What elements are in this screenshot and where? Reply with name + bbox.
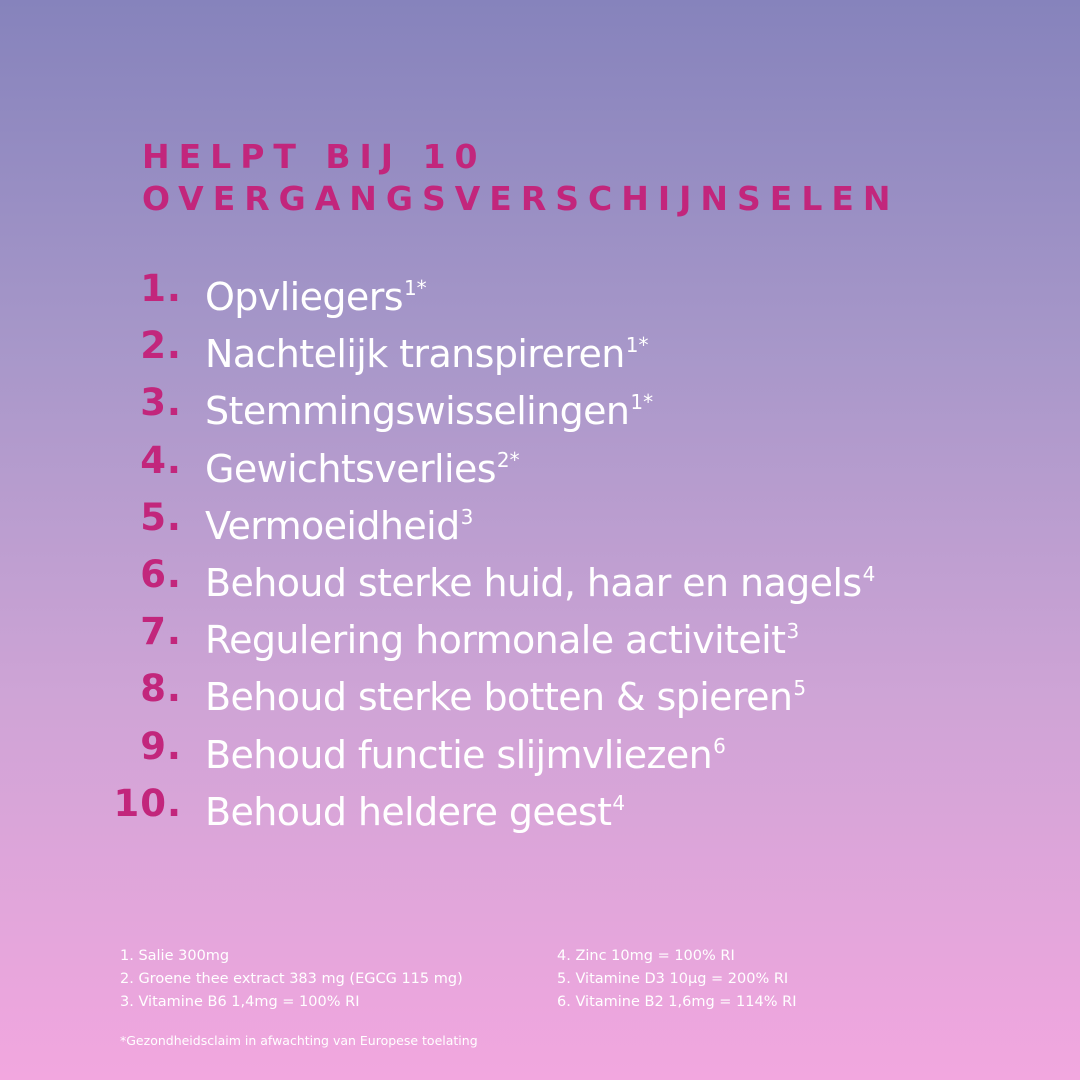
reference-line: 5. Vitamine D3 10µg = 200% RI xyxy=(557,971,789,987)
item-number: 6. xyxy=(140,552,182,596)
references-left xyxy=(120,945,463,1014)
reference-line: 6. Vitamine B2 1,6mg = 114% RI xyxy=(557,994,797,1010)
reference-line: 4. Zinc 10mg = 100% RI xyxy=(557,948,735,964)
item-label: Opvliegers$^{1*}$ xyxy=(205,275,427,319)
footnote-ref: 1* xyxy=(630,390,654,415)
heading xyxy=(142,136,900,220)
item-label: Behoud sterke botten & spieren$^5$ xyxy=(205,675,807,720)
list-item xyxy=(0,260,1080,317)
item-number: 3. xyxy=(140,381,182,425)
symptom-list xyxy=(0,260,1080,832)
footnote-ref: 4 xyxy=(862,561,876,586)
item-number: 8. xyxy=(140,667,182,711)
references-right xyxy=(557,945,796,1014)
item-number: 1. xyxy=(140,267,182,310)
footnote-ref: 6 xyxy=(713,733,726,758)
footnote-ref: 1* xyxy=(403,276,427,300)
list-item xyxy=(0,432,1080,489)
list-item xyxy=(0,775,1080,832)
item-label: Vermoeidheid$^3$ xyxy=(205,503,474,548)
list-item xyxy=(0,317,1080,377)
list-item xyxy=(0,374,1080,434)
footnote-ref: 1* xyxy=(625,333,649,358)
item-number: 2. xyxy=(140,324,182,368)
reference-line: 1. Salie 300mg xyxy=(120,948,230,964)
item-number: 10. xyxy=(113,781,182,825)
heading-line-1: HELPT BIJ 10 xyxy=(142,137,487,176)
reference-line: 3. Vitamine B6 1,4mg = 100% RI xyxy=(120,994,360,1010)
item-label: Behoud functie slijmvliezen$^6$ xyxy=(205,732,726,777)
list-item xyxy=(0,603,1080,663)
heading-line-2: OVERGANGSVERSCHIJNSELEN xyxy=(142,179,900,218)
disclaimer: *Gezondheidsclaim in afwachting van Europese toelating xyxy=(120,1033,478,1048)
reference-line: 2. Groene thee extract 383 mg (EGCG 115 mg) xyxy=(120,971,463,987)
item-label: Gewichtsverlies$^{2*}$ xyxy=(205,446,520,491)
list-item xyxy=(0,489,1080,546)
item-number: 4. xyxy=(140,438,182,482)
footnote-ref: 3 xyxy=(786,619,800,644)
item-label: Nachtelijk transpireren$^{1*}$ xyxy=(205,332,649,377)
footnote-ref: 3 xyxy=(460,504,474,529)
item-label: Behoud heldere geest$^4$ xyxy=(205,789,626,834)
footnote-ref: 4 xyxy=(612,790,626,815)
list-item xyxy=(0,546,1080,603)
item-label: Behoud sterke huid, haar en nagels$^4$ xyxy=(205,560,876,605)
item-number: 7. xyxy=(140,610,182,654)
list-item xyxy=(0,660,1080,720)
footnote-ref: 5 xyxy=(793,676,807,701)
item-label: Regulering hormonale activiteit$^3$ xyxy=(205,618,800,663)
footnote-ref: 2* xyxy=(496,447,520,472)
list-item xyxy=(0,718,1080,775)
item-label: Stemmingswisselingen$^{1*}$ xyxy=(205,389,654,434)
item-number: 5. xyxy=(140,495,182,539)
item-number: 9. xyxy=(140,724,182,768)
